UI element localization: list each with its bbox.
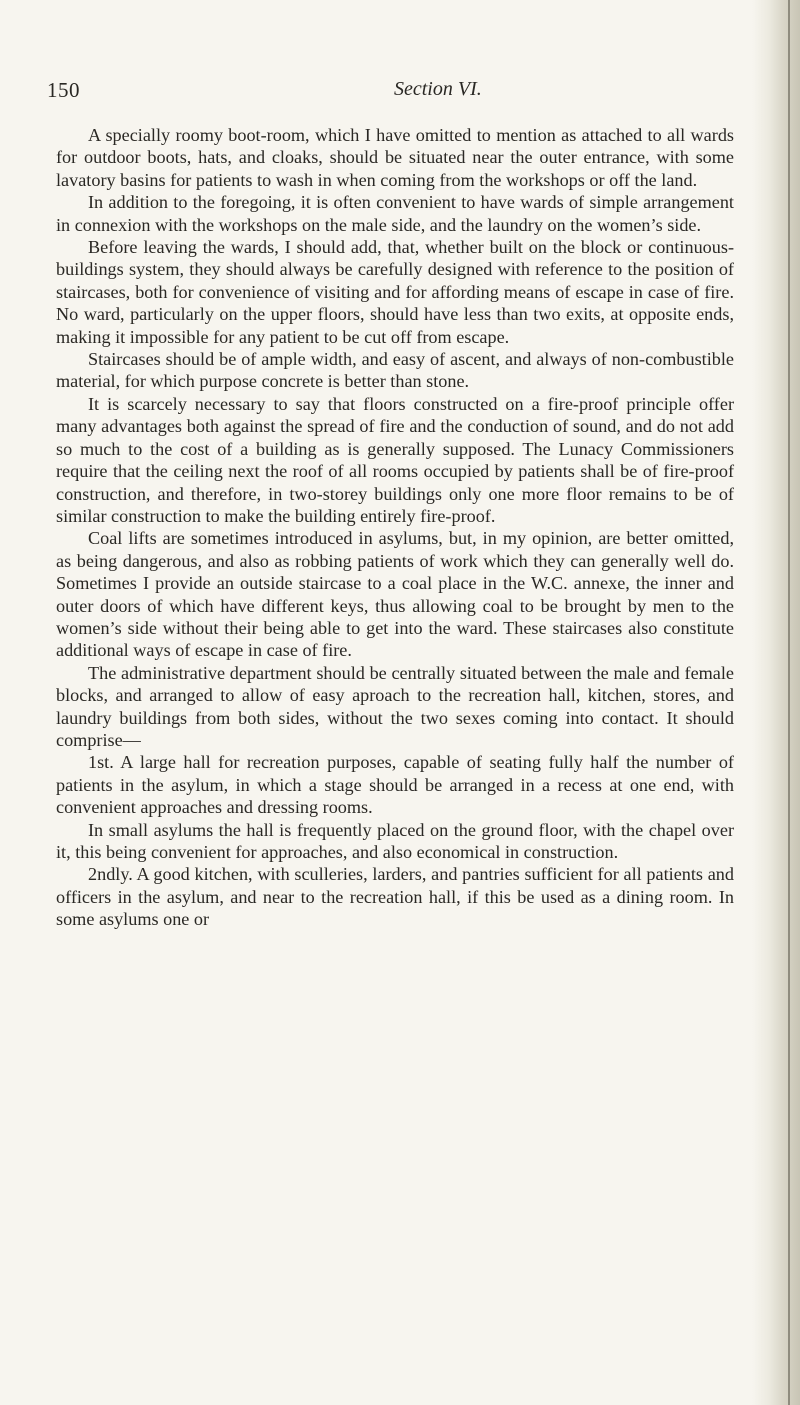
page-header [0,78,760,108]
paragraph-recreation-hall: 1st. A large hall for recreation purposes, capable of seating fully half the number of patients in the asylum, in which a stage should be arranged in a recess at one end, with convenient approaches and dressing rooms. [56,752,734,818]
paragraph-coal-lifts: Coal lifts are sometimes introduced in asylums, but, in my opinion, are better omitted, as being dangerous, and also as robbing patients of work which they can generally well do. Sometimes I provide an outside staircase to a coal place in the W.C. annexe, the inner and outer doors of which have different keys, thus allowing coal to be brought by men to the women’s side without their being able to get into the ward. These staircases also constitute additional ways of escape in case of fire. [56,528,734,661]
running-title: Section VI. [394,78,482,100]
page-spine-shadow [752,0,800,1405]
paragraph-administrative-department: The administrative department should be centrally situated between the male and female blocks, and arranged to allow of easy aproach to the recreation hall, kitchen, stores, and laundry buildings from both sides, without the two sexes coming into contact. It should comprise— [56,662,734,750]
paragraph-fireproof-floors: It is scarcely necessary to say that floors constructed on a fire-proof principle offer many advantages both against the spread of fire and the conduction of sound, and do not add so much to the cost of a building as is generally supposed. The Lunacy Commissioners require that the ceiling next the roof of all rooms occupied by patients shall be of fire-proof construction, and therefore, in two-storey buildings only one more floor remains to be of similar construction to make the building entirely fire-proof. [56,393,734,526]
paragraph-workshop-wards: In addition to the foregoing, it is often convenient to have wards of simple arrangement in connexion with the workshops on the male side, and the laundry on the women’s side. [56,192,734,235]
paragraph-kitchen: 2ndly. A good kitchen, with sculleries, larders, and pantries sufficient for all patients and officers in the asylum, and near to the recreation hall, if this be used as a dining room. In some asylums one or [56,864,734,930]
page-number: 150 [47,78,80,102]
body-text [56,124,734,931]
paragraph-staircase-material: Staircases should be of ample width, and easy of ascent, and always of non-combustible material, for which purpose concrete is better than stone. [56,349,734,392]
page-edge-line [788,0,790,1405]
paragraph-boot-room: A specially roomy boot-room, which I have omitted to mention as attached to all wards for outdoor boots, hats, and cloaks, should be situated near the outer entrance, with some lavatory basins for patients to wash in when coming from the workshops or off the land. [56,125,734,190]
paragraph-staircase-design: Before leaving the wards, I should add, that, whether built on the block or continuous-buildings system, they should always be carefully designed with reference to the position of staircases, both for convenience of visiting and for affording means of escape in case of fire. No ward, particularly on the upper floors, should have less than two exits, at opposite ends, making it impossible for any patient to be cut off from escape. [56,237,734,347]
paragraph-small-asylums: In small asylums the hall is frequently placed on the ground floor, with the chapel over it, this being convenient for approaches, and also economical in construction. [56,819,734,862]
